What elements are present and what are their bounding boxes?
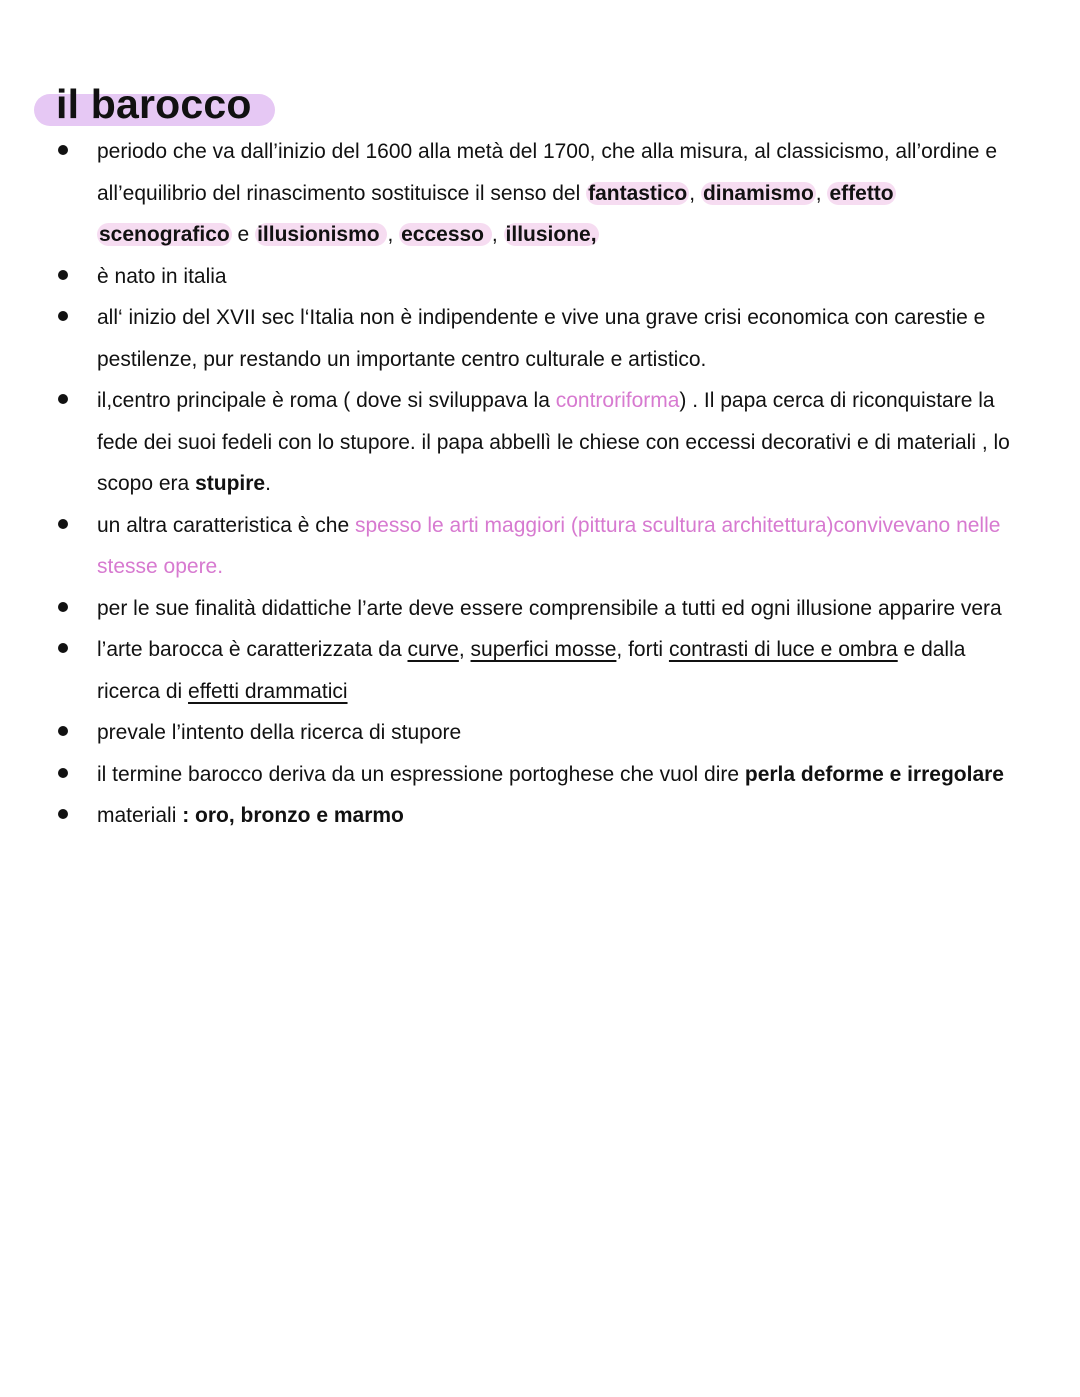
- bullet-dot-icon: [58, 311, 68, 321]
- item-text: , forti: [616, 638, 669, 661]
- bold-term: perla deforme e irregolare: [744, 762, 1004, 786]
- item-text: all‘ inizio del XVII sec l‘Italia non è indipendente e vive una grave crisi economica con carestie e pestilenze, pur restando un importante centro culturale e artistico.: [97, 306, 986, 371]
- item-text: prevale l’intento della ricerca di stupore: [97, 721, 462, 744]
- item-text: l’arte barocca è caratterizzata da: [97, 638, 408, 661]
- bullet-dot-icon: [58, 145, 68, 155]
- bullet-dot-icon: [58, 394, 68, 404]
- title-block: [34, 80, 252, 128]
- item-text: ,: [387, 223, 400, 246]
- list-item: [0, 380, 1080, 505]
- bullet-dot-icon: [58, 270, 68, 280]
- item-text: è nato in italia: [97, 264, 227, 288]
- item-text: il,centro principale è roma ( dove si sviluppava la: [97, 389, 556, 412]
- bullet-list: [0, 131, 1080, 837]
- item-text: .: [265, 472, 271, 495]
- list-item: [0, 256, 1080, 298]
- underlined-term: superfici mosse: [470, 638, 617, 661]
- pink-term: controriforma: [555, 389, 680, 412]
- bullet-dot-icon: [58, 643, 68, 653]
- list-item: [0, 505, 1080, 588]
- list-item: [0, 754, 1080, 796]
- bold-term: stupire: [195, 472, 266, 495]
- pink-term: spesso le arti maggiori (pittura scultura architettura)convivevano nelle stesse opere.: [97, 513, 1001, 578]
- underlined-term: curve: [407, 638, 459, 661]
- bullet-dot-icon: [58, 768, 68, 778]
- item-text: e: [231, 223, 256, 246]
- list-item: [0, 588, 1080, 630]
- item-text: il termine barocco deriva da un espressione portoghese che vuol dire: [97, 762, 745, 786]
- highlighted-term: dinamismo: [702, 181, 814, 205]
- item-text: per le sue finalità didattiche l’arte deve essere comprensibile a tutti ed ogni illusione apparire vera: [97, 596, 1002, 620]
- item-text: ,: [689, 181, 701, 205]
- list-item: [0, 712, 1080, 754]
- highlighted-term: illusione,: [505, 223, 597, 246]
- item-text: un altra caratteristica è che: [97, 513, 355, 537]
- item-text: ,: [815, 181, 828, 205]
- list-item: [0, 629, 1080, 712]
- item-text: materiali: [97, 804, 183, 827]
- bold-term: : oro, bronzo e marmo: [182, 804, 404, 827]
- highlighted-term: effetto scenografico: [99, 181, 894, 246]
- item-text: ,: [458, 638, 471, 661]
- underlined-term: contrasti di luce e ombra: [668, 638, 898, 661]
- bullet-dot-icon: [58, 809, 68, 819]
- highlighted-term: fantastico: [588, 181, 688, 205]
- page-title: il barocco: [56, 81, 252, 127]
- bullet-dot-icon: [58, 726, 68, 736]
- item-text: ) . Il papa cerca di riconquistare la fede dei suoi fedeli con lo stupore. il papa abbellì le chiese con eccessi decorativi e di materiali , lo scopo era: [97, 389, 1010, 495]
- highlighted-term: eccesso: [401, 223, 490, 246]
- bullet-dot-icon: [58, 602, 68, 612]
- list-item: [0, 297, 1080, 380]
- item-text: ,: [491, 223, 504, 246]
- bullet-dot-icon: [58, 519, 68, 529]
- list-item: [0, 131, 1080, 256]
- item-text: periodo che va dall’inizio del 1600 alla metà del 1700, che alla misura, al classicismo, all’ordine e all’equilibrio del rinascimento sostituisce il senso del: [97, 140, 997, 205]
- underlined-term: effetti drammatici: [188, 679, 348, 703]
- list-item: [0, 795, 1080, 837]
- item-text: e dalla ricerca di: [97, 638, 966, 703]
- highlighted-term: illusionismo: [257, 223, 386, 246]
